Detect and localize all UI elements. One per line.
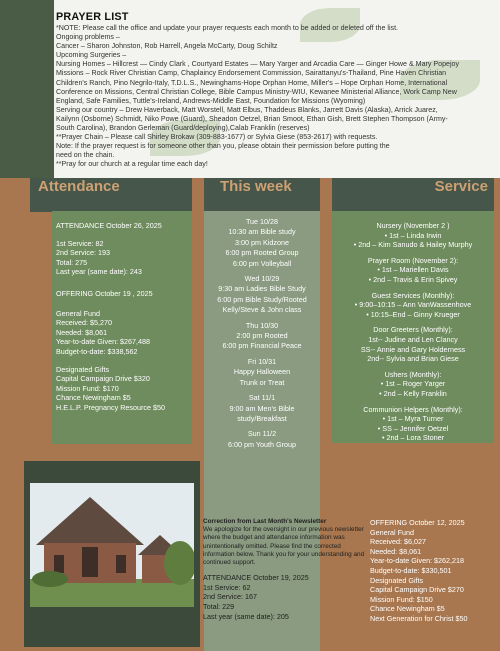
week-day: Tue 10/28 — [245, 217, 279, 226]
attendance-second-service: 2nd Service: 193 — [56, 248, 110, 258]
week-event: 2:00 pm Rooted — [236, 331, 288, 341]
service-item: • 2nd – Travis & Erin Spivey — [368, 274, 458, 284]
week-day-block — [204, 429, 320, 450]
week-event: 10:30 am Bible study — [228, 227, 296, 237]
prayer-list-title: PRAYER LIST — [56, 11, 129, 23]
prayer-list — [56, 11, 494, 170]
prayer-line: Upcoming Surgeries – — [56, 51, 127, 60]
service-group — [332, 370, 494, 399]
offering2-heading: OFFERING October 12, 2025 — [370, 518, 465, 527]
service-group-title: Prayer Room (November 2): — [367, 255, 459, 265]
service-item: • 10:15–End – Ginny Krueger — [366, 309, 460, 319]
week-event: 6:00 pm Youth Group — [228, 439, 296, 449]
correction-total: Total: 229 — [203, 602, 235, 611]
offering2-capital: Capital Campaign Drive $270 — [370, 585, 464, 595]
service-group-title: Communion Helpers (Monthly): — [363, 404, 463, 414]
church-window — [82, 547, 98, 577]
offering-general-fund: General Fund — [56, 308, 100, 318]
service-header — [332, 178, 494, 212]
prayer-line: Children's Ranch, Pino Negrilo-Italy, T.D.L.S., Newinghams-Hope Orphan Home, Miller's – Hope Orphan Home, International — [56, 78, 448, 87]
church-window — [54, 555, 64, 573]
church-photo-frame — [24, 461, 200, 647]
shrub — [32, 571, 68, 587]
week-day-block — [204, 274, 320, 316]
offering2-needed: Needed: $8,061 — [370, 546, 422, 556]
service-item: 1st-- Judine and Len Clancy — [368, 334, 458, 344]
offering2-ytd: Year-to-date Given: $262,218 — [370, 556, 465, 566]
offering-capital: Capital Campaign Drive $320 — [56, 374, 150, 384]
offering-needed: Needed: $8,061 — [56, 327, 108, 337]
offering2-designated: Designated Gifts — [370, 575, 424, 585]
week-event: 6:00 pm Rooted Group — [225, 248, 299, 258]
prayer-line: England, Safe Families, Tuttle's-Ireland, Andrews-Middle East, Foundation for Missions (Wyoming) — [56, 96, 366, 105]
service-item: • 2nd – Kelly Franklin — [379, 388, 447, 398]
correction-attendance-heading: ATTENDANCE October 19, 2025 — [203, 573, 309, 583]
offering-heading: OFFERING October 19 , 2025 — [56, 288, 153, 298]
service-item: • 1st – Myra Turner — [382, 414, 444, 424]
attendance-total: Total: 275 — [56, 257, 88, 267]
attendance-heading: ATTENDANCE October 26, 2025 — [56, 221, 162, 230]
prayer-line: Cancer – Sharon Johnston, Rob Harrell, Angela McCarty, Doug Schiltz — [56, 42, 278, 51]
week-event: Trunk or Treat — [239, 377, 285, 387]
offering-budget-to-date: Budget-to-date: $338,562 — [56, 346, 138, 356]
prayer-line: need on the chain. — [56, 151, 115, 160]
offering2-general-fund: General Fund — [370, 527, 414, 537]
correction-first-service: 1st Service: 62 — [203, 582, 251, 592]
service-item: • 2nd – Kim Sanudo & Hailey Murphy — [353, 240, 473, 250]
attendance-header-label: Attendance — [38, 178, 120, 195]
service-item: • 1st – Mariellen Davis — [377, 265, 449, 275]
service-group — [332, 325, 494, 363]
attendance-first-service: 1st Service: 82 — [56, 238, 104, 248]
church-window — [116, 555, 126, 573]
service-group — [332, 256, 494, 285]
service-group-title: Guest Services (Monthly): — [371, 290, 455, 300]
correction-last-year: Last year (same date): 205 — [203, 611, 289, 621]
service-item: SS-- Annie and Gary Holderness — [360, 344, 466, 354]
week-day-block — [204, 393, 320, 424]
service-group — [332, 405, 494, 443]
correction-body: We apologize for the oversight in our previous newsletter where the budget and attendance information was unintentionally omitted. Please find the corrected information below. Thank you for your understanding and continued support. — [203, 526, 365, 567]
week-day-block — [204, 217, 320, 269]
week-event: 6:00 pm Volleyball — [232, 258, 292, 268]
prayer-line: *NOTE: Please call the office and update your prayer requests each month to be added or deleted off the list. — [56, 24, 399, 32]
service-group-title: Ushers (Monthly): — [384, 369, 442, 379]
week-day: Thu 10/30 — [245, 320, 279, 330]
offering2-received: Received: $6,027 — [370, 537, 426, 547]
week-event: 6:00 pm Bible Study/Rooted — [217, 294, 307, 304]
church-illustration — [30, 483, 194, 607]
service-group-title: Door Greeters (Monthly): — [373, 325, 453, 335]
offering2-budget: Budget-to-date: $330,501 — [370, 565, 452, 575]
week-event: Kelly/Steve & John class — [222, 305, 302, 315]
week-day: Sat 11/1 — [248, 393, 276, 403]
week-event: 6:00 pm Financial Peace — [222, 341, 302, 351]
service-group — [332, 291, 494, 320]
attendance-panel — [52, 211, 192, 444]
week-day: Sun 11/2 — [247, 429, 277, 439]
attendance-header — [30, 178, 192, 212]
service-group — [332, 221, 494, 250]
week-event: 9:00 am Men's Bible — [229, 403, 295, 413]
week-day: Fri 10/31 — [247, 356, 277, 366]
offering-ytd-given: Year-to-date Given: $267,488 — [56, 337, 151, 347]
prayer-line: Ongoing problems – — [56, 33, 120, 42]
service-item: • SS – Jennifer Oetzel — [377, 423, 449, 433]
service-item: • 9:00–10:15 – Ann VanWassenhove — [354, 300, 472, 310]
offering-help: H.E.L.P. Pregnancy Resource $50 — [56, 402, 165, 412]
offering-chance: Chance Newingham $5 — [56, 393, 131, 403]
correction-second-service: 2nd Service: 167 — [203, 592, 257, 602]
correction-section — [203, 518, 366, 621]
prayer-line: South Carolina), Brandon Gerleman (Guard/deploying),Calab Franklin (reserves) — [56, 124, 310, 133]
week-event: 9:30 am Ladies Bible Study — [218, 284, 306, 294]
correction-title: Correction from Last Month's Newsletter — [203, 518, 327, 525]
prayer-line: **Prayer Chain – Please call Shirley Brokaw (309-883-1677) or Sylvia Giese (853-2617) with requests. — [56, 133, 378, 142]
church-photo — [30, 483, 194, 607]
service-group-title: Nursery (November 2 ) — [376, 221, 450, 230]
service-panel — [332, 211, 494, 443]
prayer-line: Nursing Homes – Hillcrest — Cindy Clark , Courtyard Estates — Mary Yarger and Arcadia Care — Ginger Howe & Mary Popejoy — [56, 60, 460, 69]
attendance-last-year: Last year (same date): 243 — [56, 267, 142, 277]
prayer-line: Kailynn (Osborne) Schmidt, Niko Powe (Guard), Sheadon Oetzel, Brian Smoot, Ethan Gish, Brett Stephen Thompson (Army- — [56, 114, 448, 123]
prayer-line: Serving our country – Drew Haverback, Matt Worstell, Matt Elbus, Thaddeus Blanks, Jarrett Davis (Alaska), Arrick Juarez, — [56, 105, 438, 114]
week-event: Happy Halloween — [233, 367, 291, 377]
service-header-label: Service — [434, 178, 488, 195]
service-item: 2nd-- Sylvia and Brian Giese — [367, 354, 459, 364]
this-week-header-label: This week — [220, 178, 292, 195]
week-day-block — [204, 357, 320, 388]
offering-correction-section — [370, 518, 498, 624]
offering2-chance: Chance Newingham $5 — [370, 604, 445, 614]
offering-received: Received: $5,270 — [56, 318, 112, 328]
service-item: • 2nd – Lora Stoner — [381, 433, 445, 443]
offering-designated-gifts: Designated Gifts — [56, 364, 110, 374]
week-day-block — [204, 321, 320, 352]
prayer-line: Conference on Missions, Central Christian College, Bible Campus Ministry-WIU, Kewanee Ministerial Alliance, Work Camp New — [56, 87, 457, 96]
offering2-next-gen: Next Generation for Christ $50 — [370, 613, 468, 623]
service-item: • 1st – Roger Yarger — [380, 379, 446, 389]
this-week-header — [204, 178, 320, 212]
prayer-line: Note: If the prayer request is for someone other than you, please obtain their permission before putting the — [56, 142, 390, 151]
prayer-line: **Pray for our church at a regular time each day! — [56, 160, 208, 169]
offering2-mission: Mission Fund: $150 — [370, 594, 433, 604]
week-event: 3:00 pm Kidzone — [235, 237, 289, 247]
leaf-decoration — [0, 0, 54, 178]
service-item: • 1st – Linda Irwin — [384, 230, 442, 240]
prayer-line: Missions – Rock River Christian Camp, Chaplaincy Endorsement Commission, Sairattanyu's-Thailand, Pine Haven Christian — [56, 69, 447, 78]
offering-mission: Mission Fund: $170 — [56, 383, 119, 393]
week-day: Wed 10/29 — [244, 274, 280, 284]
week-event: study/Breakfast — [237, 413, 287, 423]
